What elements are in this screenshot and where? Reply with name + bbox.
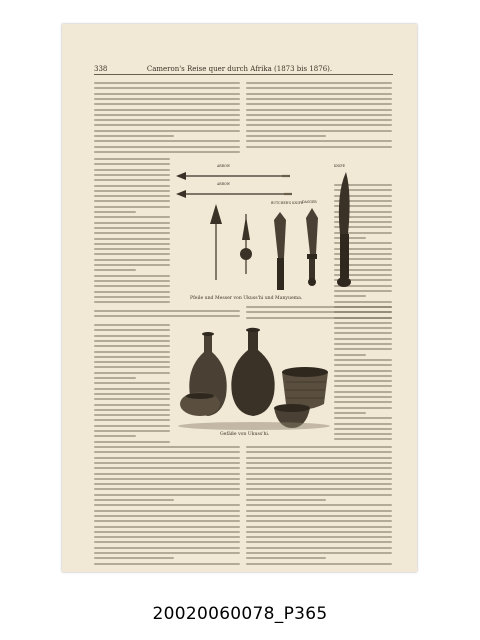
text-line bbox=[94, 494, 240, 496]
text-line bbox=[94, 430, 170, 432]
text-line bbox=[94, 329, 170, 331]
text-line bbox=[94, 547, 240, 549]
text-line bbox=[334, 423, 392, 425]
text-line bbox=[94, 119, 240, 121]
text-line bbox=[334, 332, 392, 334]
text-line bbox=[246, 146, 392, 148]
text-line bbox=[246, 483, 392, 485]
text-line bbox=[94, 382, 170, 384]
text-line bbox=[94, 377, 136, 379]
text-line bbox=[94, 135, 174, 137]
text-line bbox=[94, 409, 170, 411]
text-line bbox=[246, 462, 392, 464]
text-line bbox=[334, 433, 392, 435]
text-line bbox=[94, 398, 170, 400]
weapons-illustration bbox=[176, 154, 386, 304]
text-line bbox=[94, 388, 170, 390]
text-line bbox=[334, 354, 366, 356]
text-line bbox=[94, 243, 170, 245]
text-line bbox=[94, 185, 170, 187]
text-line bbox=[94, 335, 170, 337]
text-line bbox=[94, 109, 240, 111]
text-line bbox=[94, 158, 170, 160]
text-line bbox=[94, 531, 240, 533]
text-line bbox=[334, 375, 392, 377]
text-line bbox=[334, 364, 392, 366]
text-line bbox=[246, 510, 392, 512]
text-line bbox=[94, 259, 170, 261]
text-line bbox=[94, 140, 240, 142]
text-line bbox=[94, 435, 136, 437]
text-line bbox=[94, 351, 170, 353]
text-line bbox=[334, 311, 392, 313]
text-line bbox=[246, 536, 392, 538]
text-line bbox=[94, 340, 170, 342]
text-line bbox=[94, 130, 240, 132]
text-line bbox=[94, 200, 170, 202]
text-line bbox=[246, 93, 392, 95]
text-line bbox=[94, 248, 170, 250]
pottery-illustration bbox=[174, 324, 334, 434]
text-line bbox=[246, 457, 392, 459]
text-line bbox=[94, 414, 170, 416]
text-line bbox=[94, 441, 170, 443]
text-line bbox=[94, 280, 170, 282]
text-line bbox=[334, 391, 392, 393]
text-line bbox=[94, 510, 240, 512]
text-line bbox=[94, 301, 170, 303]
text-line bbox=[246, 515, 392, 517]
text-line bbox=[94, 404, 170, 406]
header-rule bbox=[94, 74, 393, 75]
text-line bbox=[94, 179, 170, 181]
text-line bbox=[246, 87, 392, 89]
text-line bbox=[246, 140, 392, 142]
text-line bbox=[246, 124, 392, 126]
text-line bbox=[94, 315, 240, 317]
text-line bbox=[94, 515, 240, 517]
text-line bbox=[94, 190, 170, 192]
text-line bbox=[94, 93, 240, 95]
label-dagger: DAGGER bbox=[302, 200, 317, 204]
text-line bbox=[246, 547, 392, 549]
text-line bbox=[94, 552, 240, 554]
label-arrow-2: ARROW bbox=[217, 182, 230, 186]
text-line bbox=[94, 296, 170, 298]
label-butchers-knife: BUTCHER'S KNIFE bbox=[271, 201, 304, 205]
text-line bbox=[246, 82, 392, 84]
text-line bbox=[94, 520, 240, 522]
text-line bbox=[246, 557, 326, 559]
text-line bbox=[246, 541, 392, 543]
text-line bbox=[94, 504, 240, 506]
page-number: 338 bbox=[94, 65, 108, 73]
text-line bbox=[94, 169, 170, 171]
text-line bbox=[94, 285, 170, 287]
weapons-caption: Pfeile und Messer von Ukuss'hi und Manyuema. bbox=[190, 296, 303, 301]
text-line bbox=[94, 87, 240, 89]
text-line bbox=[246, 103, 392, 105]
text-line bbox=[94, 499, 174, 501]
text-line bbox=[246, 478, 392, 480]
text-line bbox=[334, 428, 392, 430]
text-line bbox=[94, 324, 170, 326]
text-line bbox=[246, 446, 392, 448]
text-line bbox=[94, 98, 240, 100]
text-line bbox=[94, 446, 240, 448]
text-line bbox=[94, 195, 170, 197]
text-line bbox=[94, 478, 240, 480]
text-line bbox=[94, 563, 240, 565]
text-line bbox=[94, 345, 170, 347]
text-line bbox=[94, 275, 170, 277]
text-line bbox=[334, 322, 392, 324]
text-line bbox=[246, 473, 392, 475]
text-line bbox=[334, 417, 392, 419]
text-line bbox=[246, 504, 392, 506]
text-line bbox=[246, 552, 392, 554]
text-line bbox=[246, 494, 392, 496]
book-page bbox=[62, 24, 417, 572]
text-line bbox=[246, 526, 392, 528]
text-line bbox=[334, 401, 392, 403]
text-line bbox=[334, 306, 392, 308]
text-line bbox=[94, 114, 240, 116]
text-line bbox=[94, 264, 170, 266]
text-line bbox=[334, 412, 366, 414]
text-line bbox=[334, 380, 392, 382]
text-line bbox=[334, 407, 392, 409]
text-line bbox=[246, 488, 392, 490]
text-line bbox=[94, 541, 240, 543]
text-line bbox=[94, 82, 240, 84]
text-line bbox=[94, 206, 170, 208]
text-line bbox=[94, 124, 240, 126]
text-line bbox=[246, 114, 392, 116]
text-line bbox=[246, 135, 326, 137]
text-line bbox=[94, 163, 170, 165]
text-line bbox=[94, 146, 240, 148]
text-line bbox=[94, 462, 240, 464]
running-title: Cameron's Reise quer durch Afrika (1873 bis 1876). bbox=[146, 65, 333, 73]
text-line bbox=[94, 216, 170, 218]
text-line bbox=[94, 211, 136, 213]
text-line bbox=[246, 119, 392, 121]
text-line bbox=[334, 438, 392, 440]
text-line bbox=[94, 467, 240, 469]
text-line bbox=[94, 419, 170, 421]
text-line bbox=[94, 238, 170, 240]
text-line bbox=[94, 536, 240, 538]
text-line bbox=[94, 425, 170, 427]
text-line bbox=[94, 151, 240, 153]
text-line bbox=[94, 488, 240, 490]
text-line bbox=[246, 130, 392, 132]
text-line bbox=[94, 222, 170, 224]
text-line bbox=[334, 338, 392, 340]
text-line bbox=[334, 359, 392, 361]
text-line bbox=[334, 327, 392, 329]
text-line bbox=[94, 291, 170, 293]
text-line bbox=[94, 451, 240, 453]
text-line bbox=[94, 473, 240, 475]
text-line bbox=[334, 348, 392, 350]
text-line bbox=[334, 396, 392, 398]
text-line bbox=[94, 393, 170, 395]
text-line bbox=[94, 253, 170, 255]
text-line bbox=[246, 499, 326, 501]
text-line bbox=[94, 366, 170, 368]
text-line bbox=[334, 385, 392, 387]
text-line bbox=[94, 483, 240, 485]
text-line bbox=[334, 343, 392, 345]
text-line bbox=[246, 563, 392, 565]
text-line bbox=[246, 467, 392, 469]
text-line bbox=[94, 310, 240, 312]
text-line bbox=[246, 109, 392, 111]
text-line bbox=[94, 526, 240, 528]
archive-id: 20020060078_P365 bbox=[152, 604, 328, 624]
text-line bbox=[246, 451, 392, 453]
text-line bbox=[94, 361, 170, 363]
text-line bbox=[94, 269, 136, 271]
label-knife: KNIFE bbox=[334, 164, 345, 168]
text-line bbox=[246, 520, 392, 522]
text-line bbox=[94, 227, 170, 229]
text-line bbox=[334, 317, 392, 319]
text-line bbox=[246, 531, 392, 533]
label-arrow-1: ARROW bbox=[217, 164, 230, 168]
text-line bbox=[334, 370, 392, 372]
text-line bbox=[94, 356, 170, 358]
text-line bbox=[94, 372, 170, 374]
text-line bbox=[246, 98, 392, 100]
text-line bbox=[94, 174, 170, 176]
text-line bbox=[94, 232, 170, 234]
text-line bbox=[94, 103, 240, 105]
pottery-caption: Gefäße von Ukuss'hi. bbox=[220, 432, 270, 437]
text-line bbox=[94, 457, 240, 459]
text-line bbox=[94, 557, 174, 559]
